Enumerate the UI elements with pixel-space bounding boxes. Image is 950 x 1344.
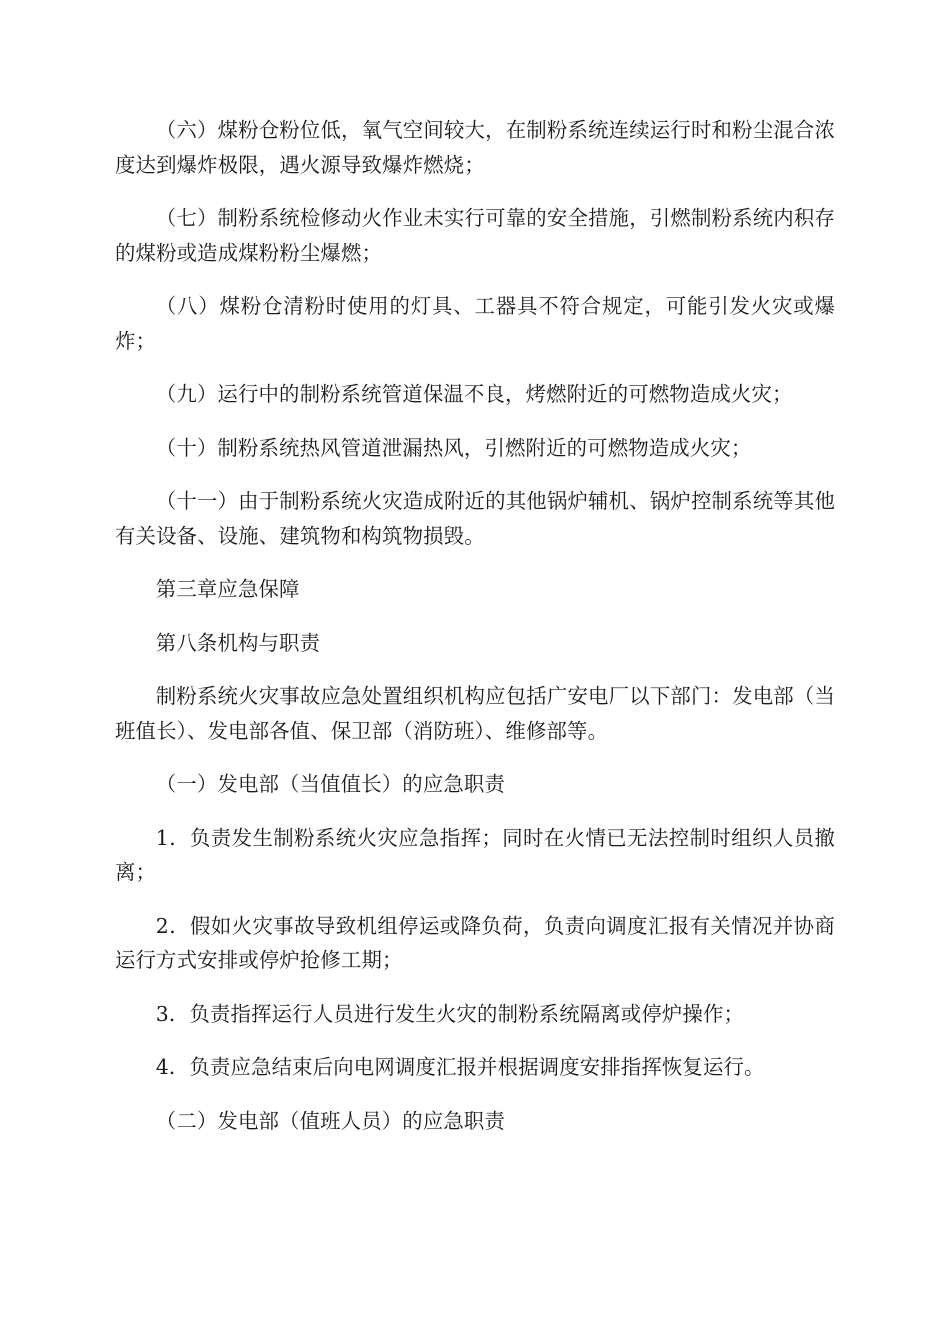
duty-item-3: 3．负责指挥运行人员进行发生火灾的制粉系统隔离或停炉操作； [155, 1001, 745, 1026]
chapter-heading: 第三章应急保障 [155, 577, 300, 601]
article-heading: 第八条机构与职责 [155, 630, 321, 655]
duty-item-2: 2．假如火灾事故导致机组停运或降负荷，负责向调度汇报有关情况并协商运行方式安排或停炉抢修工期； [115, 913, 835, 972]
paragraph-item-6: （六）煤粉仓粉位低，氧气空间较大，在制粉系统连续运行时和粉尘混合浓度达到爆炸极限，遇火源导致爆炸燃烧； [115, 118, 835, 177]
section-heading-duty-chief: （一）发电部（当值值长）的应急职责 [155, 772, 505, 796]
paragraph-item-8: （八）煤粉仓清粉时使用的灯具、工器具不符合规定，可能引发火灾或爆炸； [115, 294, 835, 353]
paragraph-item-7: （七）制粉系统检修动火作业未实行可靠的安全措施，引燃制粉系统内积存的煤粉或造成煤粉粉尘爆燃； [115, 206, 835, 265]
organization-paragraph: 制粉系统火灾事故应急处置组织机构应包括广安电厂以下部门：发电部（当班值长）、发电部各值、保卫部（消防班）、维修部等。 [115, 684, 835, 743]
paragraph-item-10: （十）制粉系统热风管道泄漏热风，引燃附近的可燃物造成火灾； [155, 435, 752, 460]
duty-item-1: 1．负责发生制粉系统火灾应急指挥；同时在火情已无法控制时组织人员撤离； [115, 825, 835, 884]
paragraph-item-11: （十一）由于制粉系统火灾造成附近的其他锅炉辅机、锅炉控制系统等其他有关设备、设施、建筑物和构筑物损毁。 [115, 489, 835, 548]
duty-item-4: 4．负责应急结束后向电网调度汇报并根据调度安排指挥恢复运行。 [155, 1055, 765, 1079]
section-heading-duty-staff: （二）发电部（值班人员）的应急职责 [155, 1108, 505, 1133]
document-body [115, 113, 835, 1157]
paragraph-item-9: （九）运行中的制粉系统管道保温不良，烤燃附近的可燃物造成火灾； [155, 382, 793, 406]
